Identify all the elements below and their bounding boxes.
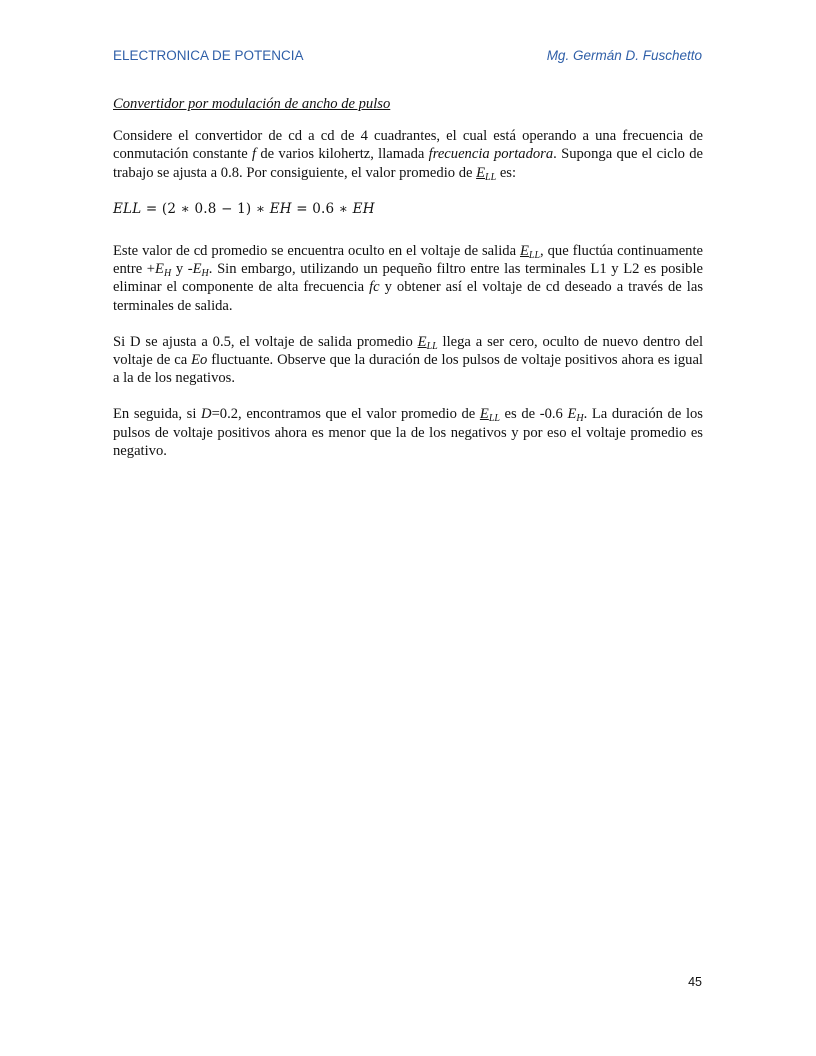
paragraph-1 [113, 127, 703, 182]
p4-var-e2: E [567, 406, 577, 423]
eq-part-c: 2 ∗ 0.8 − 1 [167, 200, 246, 217]
header-author: Mg. Germán D. Fuschetto [546, 48, 702, 63]
p4-var-e1: E [479, 406, 489, 423]
p2-var-e2: E [155, 261, 164, 278]
p4-text-2: =0.2, encontramos que el valor promedio de [211, 406, 480, 423]
eq-part-f: = [291, 200, 313, 217]
equation [113, 200, 703, 218]
p3-var-e: E [417, 333, 427, 350]
p2-text-4: . Sin embargo, utilizando un pequeño filtro entre las terminales L1 y L2 es posible eliminar el componente de alta frecuencia [113, 261, 703, 296]
document-body [113, 95, 703, 478]
p1-text-1: Considere el convertidor de cd a cd de 4 cuadrantes, el cual está operando a una frecuencia de conmutación constante [113, 128, 703, 163]
paragraph-4 [113, 405, 703, 460]
p1-text-2: de varios kilohertz, llamada [256, 146, 429, 163]
p2-text-3: y - [171, 261, 193, 278]
p1-var-f: f [252, 146, 257, 163]
p4-var-eh [567, 406, 584, 425]
p1-term-carrier: frecuencia portadora [428, 146, 554, 163]
p1-text-3: . Suponga que el ciclo de trabajo se ajusta a 0.8. Por consiguiente, el valor promedio de [113, 146, 704, 181]
p3-var-ell [418, 334, 438, 350]
p2-var-e1: E [520, 243, 529, 260]
p4-var-ell [479, 406, 500, 425]
p1-var-e: E [476, 164, 486, 181]
eq-lhs: ELL [113, 200, 142, 217]
p2-sub-h1: H [163, 268, 172, 280]
eq-part-i: EH [352, 200, 375, 217]
eq-part-g: 0.6 [312, 200, 335, 217]
p2-var-ell [520, 243, 541, 262]
header-title: ELECTRONICA DE POTENCIA [113, 48, 304, 63]
p3-text-3: fluctuante. Observe que la duración de los pulsos de voltaje positivos ahora es igual a la de los negativos. [113, 352, 703, 387]
section-title: Convertidor por modulación de ancho de pulso [113, 96, 391, 112]
paragraph-2 [113, 242, 703, 315]
p2-text-5: y obtener así el voltaje de cd deseado a través de las terminales de salida. [113, 279, 703, 314]
p4-text-3: es de -0.6 [499, 406, 568, 423]
p3-sub-ll: LL [426, 340, 438, 352]
page-number: 45 [688, 975, 702, 989]
p2-var-e3: E [192, 261, 202, 278]
p2-var-fc: fc [369, 279, 380, 296]
eq-part-e: EH [269, 200, 292, 217]
p2-text-1: Este valor de cd promedio se encuentra oculto en el voltaje de salida [113, 243, 520, 260]
p4-sub-ll: LL [488, 413, 500, 425]
eq-part-b: = ( [141, 200, 168, 217]
p3-text-1: Si D se ajusta a 0.5, el voltaje de salida promedio [113, 333, 418, 350]
p2-var-eh-neg [192, 261, 209, 280]
p1-text-4: es: [496, 164, 517, 181]
p1-var-ell [476, 165, 496, 181]
paragraph-3 [113, 333, 703, 388]
p2-sub-h2: H [201, 268, 209, 280]
p4-text-1: En seguida, si [113, 406, 202, 423]
p2-text-2: , que fluctúa continuamente entre + [113, 243, 704, 278]
p1-sub-ll: LL [485, 171, 497, 183]
eq-part-h: ∗ [334, 200, 353, 217]
p3-text-2: llega a ser cero, oculto de nuevo dentro del voltaje de ca [113, 333, 703, 369]
p2-sub-ll: LL [528, 250, 541, 262]
eq-part-d: ) ∗ [245, 200, 270, 217]
p3-var-eo: Eo [191, 352, 208, 369]
p2-var-eh-pos [155, 261, 172, 280]
p4-text-4: . La duración de los pulsos de voltaje positivos ahora es menor que la de los negativos y por eso el voltaje promedio es negativo. [113, 406, 703, 459]
p4-sub-h: H [576, 413, 584, 425]
p4-var-d: D [201, 406, 212, 423]
